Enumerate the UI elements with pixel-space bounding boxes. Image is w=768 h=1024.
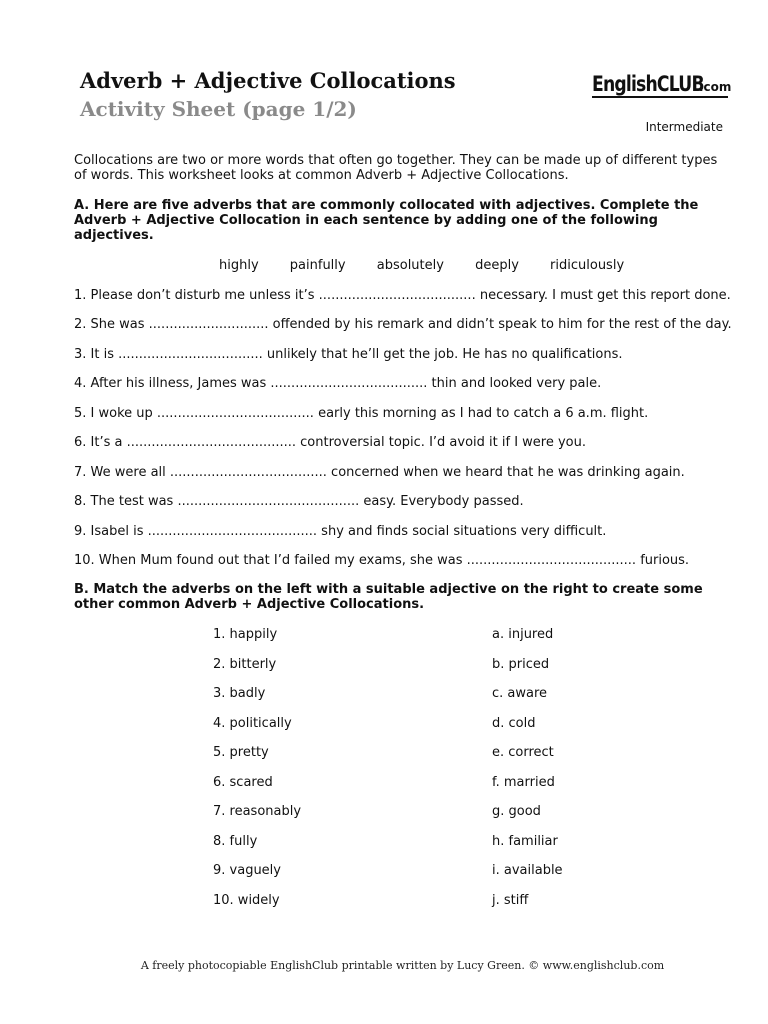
- match-adjective: e. correct: [492, 745, 554, 760]
- match-adjective: h. familiar: [492, 834, 558, 849]
- section-a-instruction: A. Here are five adverbs that are commonly collocated with adjectives. Complete the Adverb + Adjective Collocation in each sentence by adding one of the following adjectives.: [74, 198, 699, 243]
- match-adverb: 5. pretty: [213, 745, 269, 760]
- match-adverb: 1. happily: [213, 627, 278, 642]
- exercise-sentence: 5. I woke up ...................................... early this morning as I had to catch a 6 a.m. flight.: [74, 406, 649, 421]
- logo-main-text: EnglishCLUB: [592, 72, 704, 96]
- englishclub-logo: [592, 72, 732, 98]
- exercise-sentence: 7. We were all ...................................... concerned when we heard that he was drinking again.: [74, 465, 685, 480]
- exercise-sentence: 4. After his illness, James was ...................................... thin and looked very pale.: [74, 376, 602, 391]
- match-adjective: j. stiff: [492, 893, 529, 908]
- match-adverb: 2. bitterly: [213, 657, 277, 672]
- match-adjective: b. priced: [492, 657, 550, 672]
- exercise-sentence: 2. She was ............................. offended by his remark and didn’t speak to him for the rest of the day.: [74, 317, 732, 332]
- word-bank-item: highly: [219, 258, 259, 273]
- match-adjective: c. aware: [492, 686, 548, 701]
- word-bank-item: deeply: [475, 258, 519, 273]
- exercise-sentence: 1. Please don’t disturb me unless it’s ...................................... necessary. I must get this report done.: [74, 288, 731, 303]
- match-adjective: a. injured: [492, 627, 554, 642]
- section-b-instruction: B. Match the adverbs on the left with a suitable adjective on the right to create some other common Adverb + Adjective Collocations.: [74, 582, 703, 612]
- word-bank-item: ridiculously: [550, 258, 625, 273]
- match-adverb: 4. politically: [213, 716, 292, 731]
- match-adverb: 8. fully: [213, 834, 258, 849]
- level-label: Intermediate: [645, 120, 723, 134]
- match-adjective: g. good: [492, 804, 541, 819]
- match-adjective: d. cold: [492, 716, 536, 731]
- exercise-sentence: 6. It’s a ......................................... controversial topic. I’d avoid it if I were you.: [74, 435, 586, 450]
- word-bank-item: absolutely: [376, 258, 444, 273]
- word-bank-item: painfully: [289, 258, 346, 273]
- match-adverb: 10. widely: [213, 893, 280, 908]
- intro-paragraph: Collocations are two or more words that often go together. They can be made up of different types of words. This worksheet looks at common Adverb + Adjective Collocations.: [74, 153, 718, 183]
- match-adverb: 3. badly: [213, 686, 266, 701]
- match-adverb: 7. reasonably: [213, 804, 302, 819]
- footer-credit: A freely photocopiable EnglishClub printable written by Lucy Green. © www.englishclub.com: [140, 959, 665, 972]
- match-adverb: 6. scared: [213, 775, 273, 790]
- exercise-sentence: 9. Isabel is ......................................... shy and finds social situations very difficult.: [74, 524, 607, 539]
- match-adverb: 9. vaguely: [213, 863, 281, 878]
- exercise-sentence: 8. The test was ............................................ easy. Everybody passed.: [74, 494, 524, 509]
- exercise-sentence: 10. When Mum found out that I’d failed my exams, she was ......................................... furious.: [74, 553, 690, 568]
- word-bank: [219, 258, 651, 273]
- exercise-sentence: 3. It is ................................... unlikely that he’ll get the job. He has no qualifications.: [74, 347, 623, 362]
- logo-suffix-text: .com: [699, 80, 732, 94]
- match-adjective: i. available: [492, 863, 563, 878]
- match-adjective: f. married: [492, 775, 555, 790]
- page-title: Adverb + Adjective Collocations: [80, 68, 456, 93]
- page-subtitle: Activity Sheet (page 1/2): [80, 97, 357, 121]
